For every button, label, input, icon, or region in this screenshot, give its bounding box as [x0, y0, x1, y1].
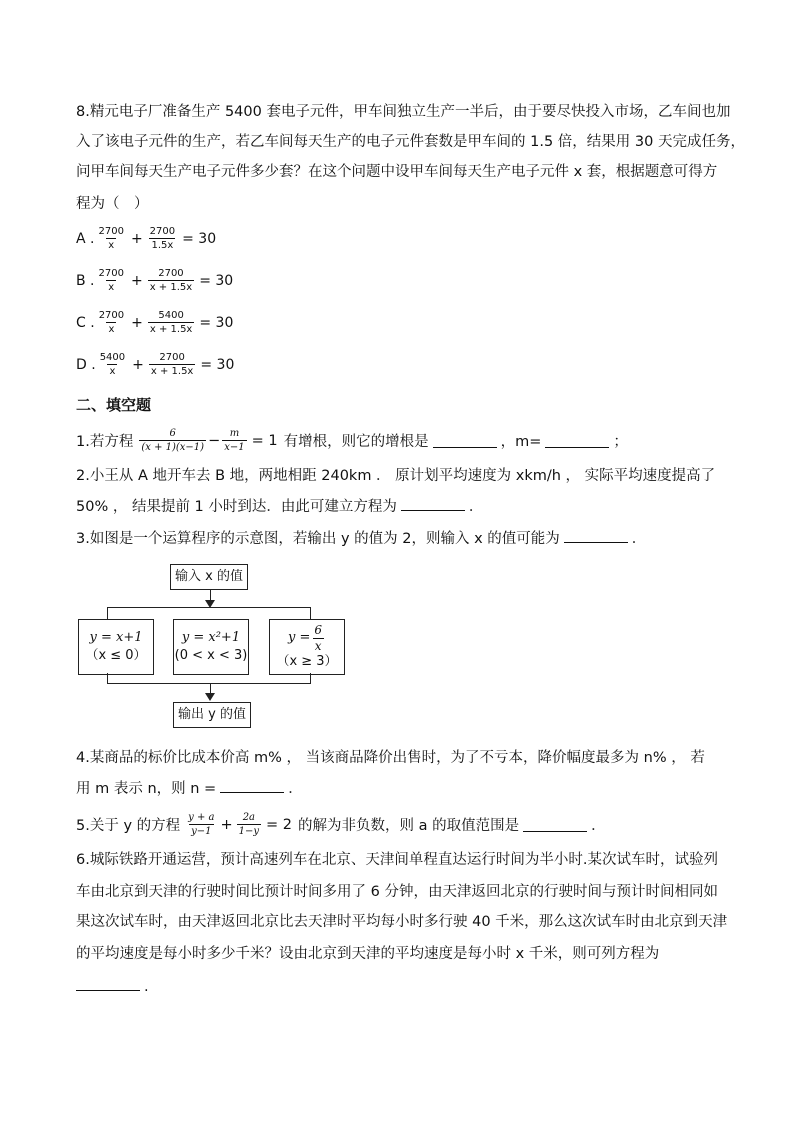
q8-option-d[interactable]: D . $\frac{5400}{x}$ + $\frac{2700}{x + 1.5x}$ = 30 — [76, 352, 235, 377]
f5-line — [76, 812, 606, 837]
q8-line-2: 入了该电子元件的生产，若乙车间每天生产的电子元件套数是甲车间的 1.5 倍，结果用 30 天完成任务， — [76, 134, 745, 150]
answer-blank[interactable] — [401, 496, 465, 511]
f1-prefix: 1.若方程 — [76, 434, 134, 450]
f6-line-1: 6.城际铁路开通运营，预计高速列车在北京、天津间单程直达运行时间为半小时.某次试车时，试验列 — [76, 852, 718, 868]
f5-end: ． — [591, 818, 606, 834]
f6-line-3: 果这次试车时，由天津返回北京比去天津时平均每小时多行驶 40 千米，那么这次试车时由北京到天津 — [76, 914, 728, 930]
f5-mid: 的解为非负数，则 a 的取值范围是 — [298, 818, 520, 834]
option-rhs: = 30 — [200, 356, 235, 373]
connector-line — [107, 683, 311, 684]
fraction: $\frac{2700}{x}$ — [98, 310, 125, 335]
f2-line-1: 2.小王从 A 地开车去 B 地，两地相距 240km ． 原计划平均速度为 xkm/h ， 实际平均速度提高了 — [76, 468, 716, 484]
q8-line-1: 8.精元电子厂准备生产 5400 套电子元件，甲车间独立生产一半后，由于要尽快投入市场，乙车间也加 — [76, 104, 731, 120]
f3-text: 3.如图是一个运算程序的示意图，若输出 y 的值为 2，则输入 x 的值可能为 — [76, 531, 560, 547]
connector-line — [310, 607, 311, 619]
plus-sign: + — [220, 816, 233, 833]
f6-line-5 — [76, 976, 726, 997]
option-rhs: = 30 — [199, 272, 234, 289]
fraction: $\frac{y + a}{y-1}$ — [188, 812, 215, 837]
option-rhs: = 30 — [182, 230, 217, 247]
f2-line-2 — [76, 496, 726, 517]
f4-line-1: 4.某商品的标价比成本价高 m% ， 当该商品降价出售时，为了不亏本，降价幅度最多为 n% ， 若 — [76, 750, 705, 766]
option-label: C . — [76, 314, 95, 331]
q8-option-a[interactable]: A . $\frac{2700}{x}$ + $\frac{2700}{1.5x}$ = 30 — [76, 226, 217, 251]
option-rhs: = 30 — [199, 314, 234, 331]
equals: = 1 — [251, 432, 278, 449]
answer-blank[interactable] — [564, 528, 628, 543]
f1-end: ； — [613, 434, 628, 450]
flow-branch-box-1: y = x+1 （x ≤ 0） — [78, 619, 154, 675]
f5-prefix: 5.关于 y 的方程 — [76, 818, 181, 834]
flow-branch-box-2: y = x²+1 (0 < x < 3) — [173, 619, 249, 675]
f2-end: ． — [468, 499, 484, 515]
q8-line-3: 问甲车间每天生产电子元件多少套？在这个问题中设甲车间每天生产电子元件 x 套，根据题意可得方 — [76, 164, 718, 180]
option-label: B . — [76, 272, 95, 289]
option-label: A . — [76, 230, 95, 247]
q8-option-c[interactable]: C . $\frac{2700}{x}$ + $\frac{5400}{x + 1.5x}$ = 30 — [76, 310, 234, 335]
f3-end: ． — [631, 531, 647, 547]
f1-mid: 有增根，则它的增根是 — [283, 434, 429, 450]
q8-option-b[interactable]: B . $\frac{2700}{x}$ + $\frac{2700}{x + 1.5x}$ = 30 — [76, 268, 234, 293]
f1-mid2: ，m= — [500, 434, 542, 450]
answer-blank[interactable] — [220, 778, 284, 793]
equals: = 2 — [266, 816, 293, 833]
q8-line-4: 程为（ ） — [76, 196, 149, 212]
fraction: $\frac{5400}{x}$ — [99, 352, 126, 377]
arrow-down-icon — [205, 693, 215, 701]
connector-line — [107, 607, 311, 608]
f6-line-4: 的平均速度是每小时多少千米？设由北京到天津的平均速度是每小时 x 千米，则可列方程为 — [76, 946, 660, 962]
fraction: $\frac{2700}{x + 1.5x}$ — [150, 352, 194, 377]
answer-blank[interactable] — [545, 433, 609, 448]
connector-line — [107, 607, 108, 619]
section-title: 二、填空题 — [76, 396, 152, 414]
fraction: $\frac{m}{x-1}$ — [224, 428, 245, 453]
fraction: $\frac{5400}{x + 1.5x}$ — [149, 310, 193, 335]
answer-blank[interactable] — [76, 976, 140, 991]
fraction: $\frac{2700}{1.5x}$ — [149, 226, 176, 251]
answer-blank[interactable] — [523, 817, 587, 832]
option-label: D . — [76, 356, 96, 373]
flow-input-box: 输入 x 的值 — [170, 564, 248, 590]
f4-line-2 — [76, 778, 726, 799]
f4-text: 用 m 表示 n，则 n = — [76, 781, 217, 797]
f6-end: . — [144, 979, 149, 995]
fraction: $\frac{6}{(x + 1)(x-1)}$ — [141, 428, 205, 453]
fraction: $\frac{2700}{x}$ — [98, 226, 124, 251]
f1-line — [76, 428, 628, 453]
answer-blank[interactable] — [433, 433, 497, 448]
fraction: $\frac{2700}{x + 1.5x}$ — [149, 268, 193, 293]
flow-branch-box-3: y = $\frac{6}{x}$ （x ≥ 3） — [269, 619, 345, 675]
f4-end: ． — [288, 781, 303, 797]
f6-line-2: 车由北京到天津的行驶时间比预计时间多用了 6 分钟，由天津返回北京的行驶时间与预计时间相同如 — [76, 884, 718, 900]
f3-line — [76, 528, 726, 549]
fraction: $\frac{2a}{1-y}$ — [238, 812, 260, 837]
flow-output-box: 输出 y 的值 — [173, 702, 251, 728]
fraction: $\frac{2700}{x}$ — [98, 268, 124, 293]
f2-text: 50% ， 结果提前 1 小时到达．由此可建立方程为 — [76, 499, 397, 515]
minus-sign: − — [208, 432, 221, 449]
